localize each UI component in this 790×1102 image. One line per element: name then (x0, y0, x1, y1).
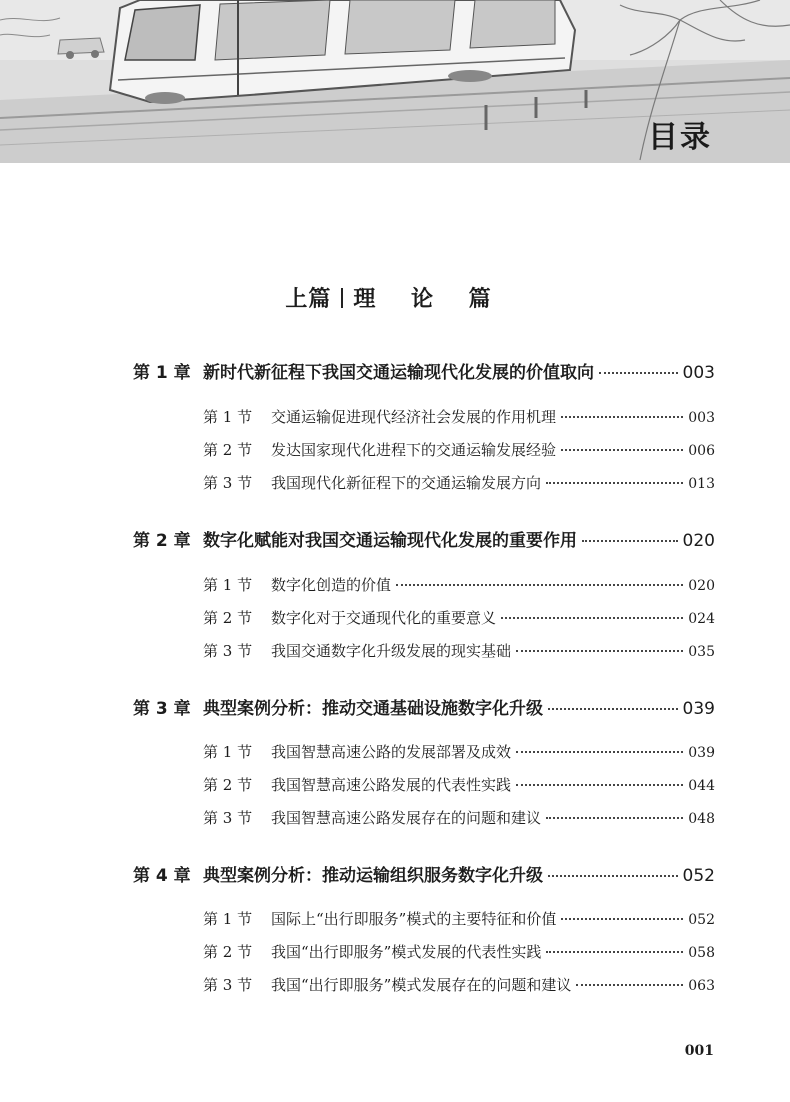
section-label: 第 1 节 (203, 576, 253, 594)
dot-leader (546, 951, 683, 953)
section-entry[interactable] (203, 774, 715, 795)
chapter-title: 典型案例分析：推动交通基础设施数字化升级 (203, 699, 543, 719)
chapter-page-number: 020 (682, 531, 715, 551)
section-entry[interactable] (203, 807, 715, 828)
section-entry[interactable] (203, 908, 715, 929)
dot-leader (501, 617, 683, 619)
dot-leader (561, 449, 683, 451)
section-entry[interactable] (203, 439, 715, 460)
dot-leader (561, 918, 683, 920)
section-label: 第 1 节 (203, 910, 253, 928)
toc-heading: 目录 (648, 120, 712, 155)
section-entry[interactable] (203, 607, 715, 628)
section-title: 我国智慧高速公路发展存在的问题和建议 (271, 809, 542, 827)
section-title: 我国“出行即服务”模式发展存在的问题和建议 (271, 976, 572, 994)
section-page-number: 052 (688, 912, 715, 928)
section-title: 发达国家现代化进程下的交通运输发展经验 (271, 441, 557, 459)
section-page-number: 039 (688, 745, 715, 761)
chapter-title: 新时代新征程下我国交通运输现代化发展的价值取向 (203, 363, 594, 383)
dot-leader (599, 372, 678, 374)
section-page-number: 013 (688, 476, 715, 492)
dot-leader (561, 416, 683, 418)
section-entry[interactable] (203, 941, 715, 962)
section-entry[interactable] (203, 741, 715, 762)
section-title: 我国智慧高速公路的发展部署及成效 (271, 743, 512, 761)
section-title: 数字化对于交通现代化的重要意义 (271, 609, 497, 627)
section-entry[interactable] (203, 574, 715, 595)
section-page-number: 006 (688, 443, 715, 459)
chapter-label: 第 1 章 (133, 363, 191, 383)
chapter-entry[interactable] (133, 694, 715, 719)
section-label: 第 3 节 (203, 809, 253, 827)
chapter-title: 典型案例分析：推动运输组织服务数字化升级 (203, 866, 543, 886)
dot-leader (548, 708, 678, 710)
chapter-entry[interactable] (133, 526, 715, 551)
chapter-page-number: 039 (682, 699, 715, 719)
section-page-number: 044 (688, 778, 715, 794)
header-banner (0, 0, 790, 163)
part-name: 上篇 (285, 287, 332, 312)
section-title: 我国智慧高速公路发展的代表性实践 (271, 776, 512, 794)
part-separator (341, 288, 343, 308)
section-label: 第 3 节 (203, 642, 253, 660)
dot-leader (516, 784, 683, 786)
chapter-label: 第 4 章 (133, 866, 191, 886)
dot-leader (546, 482, 683, 484)
dot-leader (546, 817, 683, 819)
dot-leader (576, 984, 683, 986)
chapter-label: 第 3 章 (133, 699, 191, 719)
section-entry[interactable] (203, 472, 715, 493)
section-title: 我国交通数字化升级发展的现实基础 (271, 642, 512, 660)
section-label: 第 3 节 (203, 976, 253, 994)
section-page-number: 035 (688, 644, 715, 660)
chapter-label: 第 2 章 (133, 531, 191, 551)
chapter-page-number: 003 (682, 363, 715, 383)
part-title (0, 282, 790, 313)
page-number: 001 (684, 1043, 714, 1059)
section-page-number: 063 (688, 978, 715, 994)
chapter-title: 数字化赋能对我国交通运输现代化发展的重要作用 (203, 531, 577, 551)
section-page-number: 020 (688, 578, 715, 594)
dot-leader (396, 584, 683, 586)
section-title: 我国“出行即服务”模式发展的代表性实践 (271, 943, 542, 961)
section-title: 国际上“出行即服务”模式的主要特征和价值 (271, 910, 557, 928)
dot-leader (516, 650, 683, 652)
section-label: 第 2 节 (203, 441, 253, 459)
section-label: 第 2 节 (203, 609, 253, 627)
section-page-number: 003 (688, 410, 715, 426)
chapter-entry[interactable] (133, 358, 715, 383)
section-title: 我国现代化新征程下的交通运输发展方向 (271, 474, 542, 492)
chapter-page-number: 052 (682, 866, 715, 886)
section-label: 第 3 节 (203, 474, 253, 492)
dot-leader (548, 875, 678, 877)
section-page-number: 024 (688, 611, 715, 627)
part-subtitle: 理 论 篇 (353, 287, 505, 312)
section-label: 第 1 节 (203, 408, 253, 426)
dot-leader (516, 751, 683, 753)
section-label: 第 2 节 (203, 943, 253, 961)
dot-leader (582, 540, 678, 542)
section-title: 数字化创造的价值 (271, 576, 392, 594)
chapter-entry[interactable] (133, 861, 715, 886)
section-entry[interactable] (203, 974, 715, 995)
section-entry[interactable] (203, 640, 715, 661)
section-entry[interactable] (203, 406, 715, 427)
section-page-number: 048 (688, 811, 715, 827)
section-label: 第 2 节 (203, 776, 253, 794)
section-page-number: 058 (688, 945, 715, 961)
section-label: 第 1 节 (203, 743, 253, 761)
section-title: 交通运输促进现代经济社会发展的作用机理 (271, 408, 557, 426)
